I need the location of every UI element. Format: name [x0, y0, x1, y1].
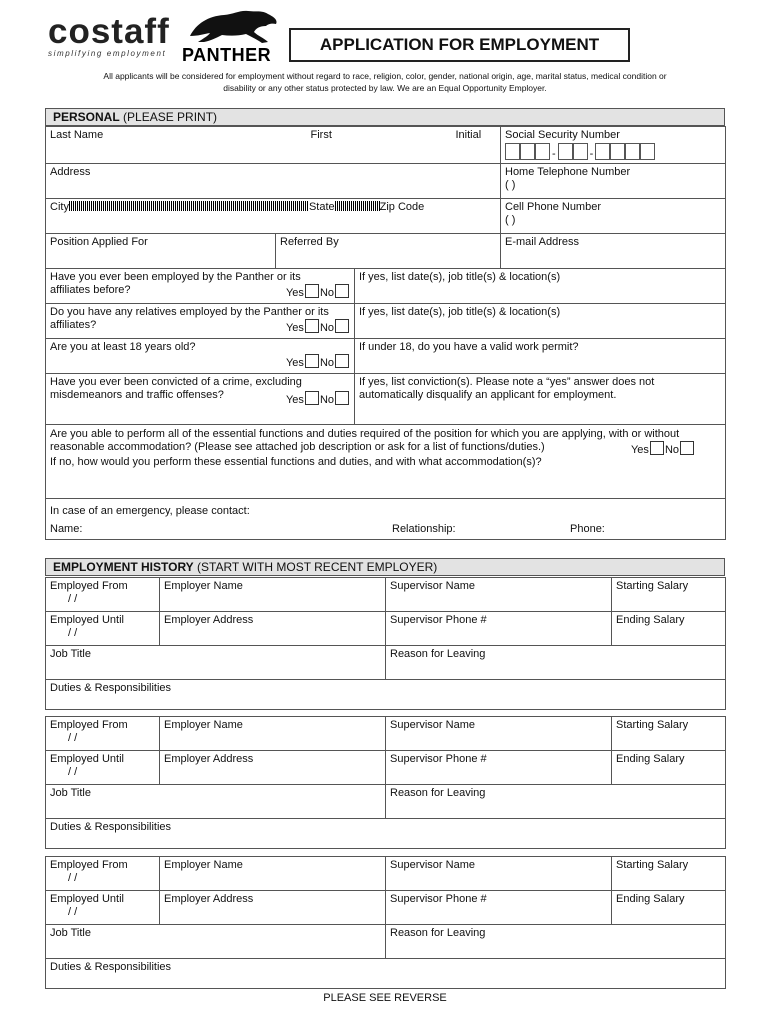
- employed-from-slashes: / /: [68, 593, 78, 605]
- ssn-label: Social Security Number: [505, 129, 620, 141]
- q1-text: Have you ever been employed by the Panther or its affiliates before?: [50, 271, 301, 296]
- q2-info-cell[interactable]: [355, 304, 726, 339]
- eeo-notice: [30, 70, 740, 94]
- employed-until-label: Employed Until: [50, 893, 124, 905]
- supervisor-phone-label: Supervisor Phone #: [390, 893, 487, 905]
- q3-cell: [46, 339, 355, 374]
- reason-leaving-label: Reason for Leaving: [390, 648, 486, 660]
- position-label: Position Applied For: [50, 236, 148, 248]
- essential-text-3: If no, how would you perform these essential functions and duties, and with what accommodation(s)?: [50, 456, 542, 468]
- employer-name-cell[interactable]: [160, 857, 386, 891]
- q4-no-label: No: [319, 394, 334, 406]
- supervisor-name-label: Supervisor Name: [390, 719, 475, 731]
- q2-yes-label: Yes: [285, 322, 304, 334]
- employer-address-cell[interactable]: [160, 891, 386, 925]
- email-cell[interactable]: [501, 234, 726, 269]
- employed-until-cell[interactable]: [46, 612, 160, 646]
- employed-until-slashes: / /: [68, 766, 78, 778]
- employer-address-label: Employer Address: [164, 893, 254, 905]
- q3-text: Are you at least 18 years old?: [50, 341, 196, 353]
- employed-from-label: Employed From: [50, 580, 128, 592]
- essential-text-1: Are you able to perform all of the essential functions and duties required of the position for which you are applying, with or without: [50, 428, 680, 440]
- q3-yes-label: Yes: [285, 357, 304, 369]
- q1-cell: [46, 269, 355, 304]
- essential-text-2: reasonable accommodation? (Please see attached job description or ask for a list of functions/duties.): [50, 441, 545, 453]
- employed-from-cell[interactable]: [46, 717, 160, 751]
- q3-info-cell[interactable]: [355, 339, 726, 374]
- duties-cell[interactable]: [46, 959, 726, 989]
- city-label: City: [50, 201, 69, 213]
- job-title-cell[interactable]: [46, 925, 386, 959]
- supervisor-phone-label: Supervisor Phone #: [390, 753, 487, 765]
- reason-leaving-label: Reason for Leaving: [390, 927, 486, 939]
- starting-salary-cell[interactable]: [612, 578, 726, 612]
- reason-leaving-label: Reason for Leaving: [390, 787, 486, 799]
- employed-until-label: Employed Until: [50, 614, 124, 626]
- employer-block-1: [45, 577, 726, 710]
- employed-until-cell[interactable]: [46, 891, 160, 925]
- email-label: E-mail Address: [505, 236, 579, 248]
- emergency-relationship-label: Relationship:: [392, 523, 456, 535]
- supervisor-name-cell[interactable]: [386, 857, 612, 891]
- duties-label: Duties & Responsibilities: [50, 682, 172, 694]
- last-name-label: Last Name: [50, 129, 104, 141]
- q1-info-cell[interactable]: [355, 269, 726, 304]
- personal-heading-note: (PLEASE PRINT): [123, 110, 218, 124]
- q1-yes-label: Yes: [285, 287, 304, 299]
- address-label: Address: [50, 166, 91, 178]
- initial-label: Initial: [455, 129, 482, 141]
- footer-note: PLEASE SEE REVERSE: [323, 992, 447, 1004]
- first-label: First: [310, 129, 332, 141]
- employer-name-cell[interactable]: [160, 717, 386, 751]
- emergency-cell[interactable]: [46, 499, 726, 540]
- supervisor-name-cell[interactable]: [386, 578, 612, 612]
- q1-info-text: If yes, list date(s), job title(s) & location(s): [359, 271, 561, 283]
- supervisor-phone-cell[interactable]: [386, 751, 612, 785]
- emergency-label: In case of an emergency, please contact:: [50, 505, 250, 517]
- emergency-phone-label: Phone:: [570, 523, 605, 535]
- referred-label: Referred By: [280, 236, 339, 248]
- starting-salary-label: Starting Salary: [616, 719, 689, 731]
- q3-no-checkbox[interactable]: [335, 354, 349, 368]
- employer-name-label: Employer Name: [164, 580, 243, 592]
- duties-label: Duties & Responsibilities: [50, 821, 172, 833]
- starting-salary-cell[interactable]: [612, 857, 726, 891]
- employed-from-cell[interactable]: [46, 857, 160, 891]
- reason-leaving-cell[interactable]: [386, 925, 726, 959]
- q1-no-checkbox[interactable]: [335, 284, 349, 298]
- ssn-boxes[interactable]: - -: [505, 143, 721, 161]
- reason-leaving-cell[interactable]: [386, 785, 726, 819]
- supervisor-name-cell[interactable]: [386, 717, 612, 751]
- cell-phone-label: Cell Phone Number: [505, 201, 601, 213]
- home-phone-paren: ( ): [505, 179, 516, 191]
- duties-cell[interactable]: [46, 680, 726, 710]
- employer-name-cell[interactable]: [160, 578, 386, 612]
- employment-section-header: [45, 558, 725, 576]
- supervisor-name-label: Supervisor Name: [390, 580, 475, 592]
- zip-label: Zip Code: [379, 201, 425, 213]
- essential-no-label: No: [664, 444, 679, 456]
- q3-yes-checkbox[interactable]: [305, 354, 319, 368]
- referred-cell[interactable]: [276, 234, 501, 269]
- q2-no-label: No: [319, 322, 334, 334]
- q4-no-checkbox[interactable]: [335, 391, 349, 405]
- supervisor-phone-cell[interactable]: [386, 612, 612, 646]
- employed-from-label: Employed From: [50, 859, 128, 871]
- employed-until-slashes: / /: [68, 906, 78, 918]
- q4-yes-checkbox[interactable]: [305, 391, 319, 405]
- essential-no-checkbox[interactable]: [680, 441, 694, 455]
- costaff-logo: [48, 14, 178, 64]
- reason-leaving-cell[interactable]: [386, 646, 726, 680]
- notice-line-2: disability or any other status protected by law. We are an Equal Opportunity Employer.: [223, 83, 547, 93]
- q2-text: Do you have any relatives employed by the Panther or its affiliates?: [50, 306, 329, 331]
- q4-yes-label: Yes: [285, 394, 304, 406]
- employer-block-3: [45, 856, 726, 989]
- starting-salary-label: Starting Salary: [616, 580, 689, 592]
- supervisor-name-label: Supervisor Name: [390, 859, 475, 871]
- panther-logo: [182, 6, 282, 65]
- position-cell[interactable]: [46, 234, 276, 269]
- q4-text: Have you ever been convicted of a crime, excluding misdemeanors and traffic offenses?: [50, 376, 302, 401]
- starting-salary-label: Starting Salary: [616, 859, 689, 871]
- personal-section-header: [45, 108, 725, 126]
- q2-info-text: If yes, list date(s), job title(s) & location(s): [359, 306, 561, 318]
- logo-tagline: simplifying employment: [48, 49, 167, 58]
- q2-cell: [46, 304, 355, 339]
- job-title-label: Job Title: [50, 927, 91, 939]
- ending-salary-label: Ending Salary: [616, 893, 685, 905]
- personal-heading: PERSONAL: [53, 110, 120, 124]
- city-state-zip-cell[interactable]: [46, 199, 501, 234]
- employer-name-label: Employer Name: [164, 719, 243, 731]
- ending-salary-cell[interactable]: [612, 891, 726, 925]
- employer-address-label: Employer Address: [164, 753, 254, 765]
- ssn-cell[interactable]: [501, 127, 726, 164]
- ending-salary-cell[interactable]: [612, 612, 726, 646]
- address-cell[interactable]: [46, 164, 501, 199]
- q3-no-label: No: [319, 357, 334, 369]
- essential-functions-cell[interactable]: [46, 425, 726, 499]
- job-title-cell[interactable]: [46, 785, 386, 819]
- q1-yes-checkbox[interactable]: [305, 284, 319, 298]
- personal-table: [45, 126, 726, 540]
- employed-from-slashes: / /: [68, 872, 78, 884]
- q2-no-checkbox[interactable]: [335, 319, 349, 333]
- panther-word: PANTHER: [182, 45, 272, 65]
- employed-from-slashes: / /: [68, 732, 78, 744]
- name-cell[interactable]: [46, 127, 501, 164]
- cell-phone-cell[interactable]: [501, 199, 726, 234]
- q3-info-text: If under 18, do you have a valid work permit?: [359, 341, 579, 353]
- job-title-label: Job Title: [50, 787, 91, 799]
- employer-address-cell[interactable]: [160, 751, 386, 785]
- q4-cell: [46, 374, 355, 425]
- home-phone-label: Home Telephone Number: [505, 166, 631, 178]
- employer-block-2: [45, 716, 726, 849]
- duties-cell[interactable]: [46, 819, 726, 849]
- employment-heading-note: (START WITH MOST RECENT EMPLOYER): [197, 560, 438, 574]
- supervisor-phone-cell[interactable]: [386, 891, 612, 925]
- employment-heading: EMPLOYMENT HISTORY: [53, 560, 194, 574]
- cell-phone-paren: ( ): [505, 214, 516, 226]
- logo-name: costaff: [48, 12, 170, 51]
- home-phone-cell[interactable]: [501, 164, 726, 199]
- job-title-label: Job Title: [50, 648, 91, 660]
- employer-address-label: Employer Address: [164, 614, 254, 626]
- employed-until-slashes: / /: [68, 627, 78, 639]
- employed-from-label: Employed From: [50, 719, 128, 731]
- employed-from-cell[interactable]: [46, 578, 160, 612]
- state-label: State: [308, 201, 335, 213]
- essential-yes-label: Yes: [630, 444, 649, 456]
- ending-salary-label: Ending Salary: [616, 753, 685, 765]
- ending-salary-label: Ending Salary: [616, 614, 685, 626]
- q2-yes-checkbox[interactable]: [305, 319, 319, 333]
- starting-salary-cell[interactable]: [612, 717, 726, 751]
- employed-until-label: Employed Until: [50, 753, 124, 765]
- panther-icon: [182, 6, 282, 46]
- duties-label: Duties & Responsibilities: [50, 961, 172, 973]
- job-title-cell[interactable]: [46, 646, 386, 680]
- q1-no-label: No: [319, 287, 334, 299]
- notice-line-1: All applicants will be considered for employment without regard to race, religion, color, gender, national origin, age, marital status, medical condition or: [103, 71, 667, 81]
- essential-yes-checkbox[interactable]: [650, 441, 664, 455]
- employed-until-cell[interactable]: [46, 751, 160, 785]
- q4-info-cell[interactable]: [355, 374, 726, 425]
- form-title: APPLICATION FOR EMPLOYMENT: [289, 28, 630, 62]
- ending-salary-cell[interactable]: [612, 751, 726, 785]
- supervisor-phone-label: Supervisor Phone #: [390, 614, 487, 626]
- employer-address-cell[interactable]: [160, 612, 386, 646]
- employer-name-label: Employer Name: [164, 859, 243, 871]
- q4-info-text: If yes, list conviction(s). Please note a “yes” answer does not automatically disqualify an applicant for employment.: [359, 376, 655, 401]
- emergency-name-label: Name:: [50, 523, 83, 535]
